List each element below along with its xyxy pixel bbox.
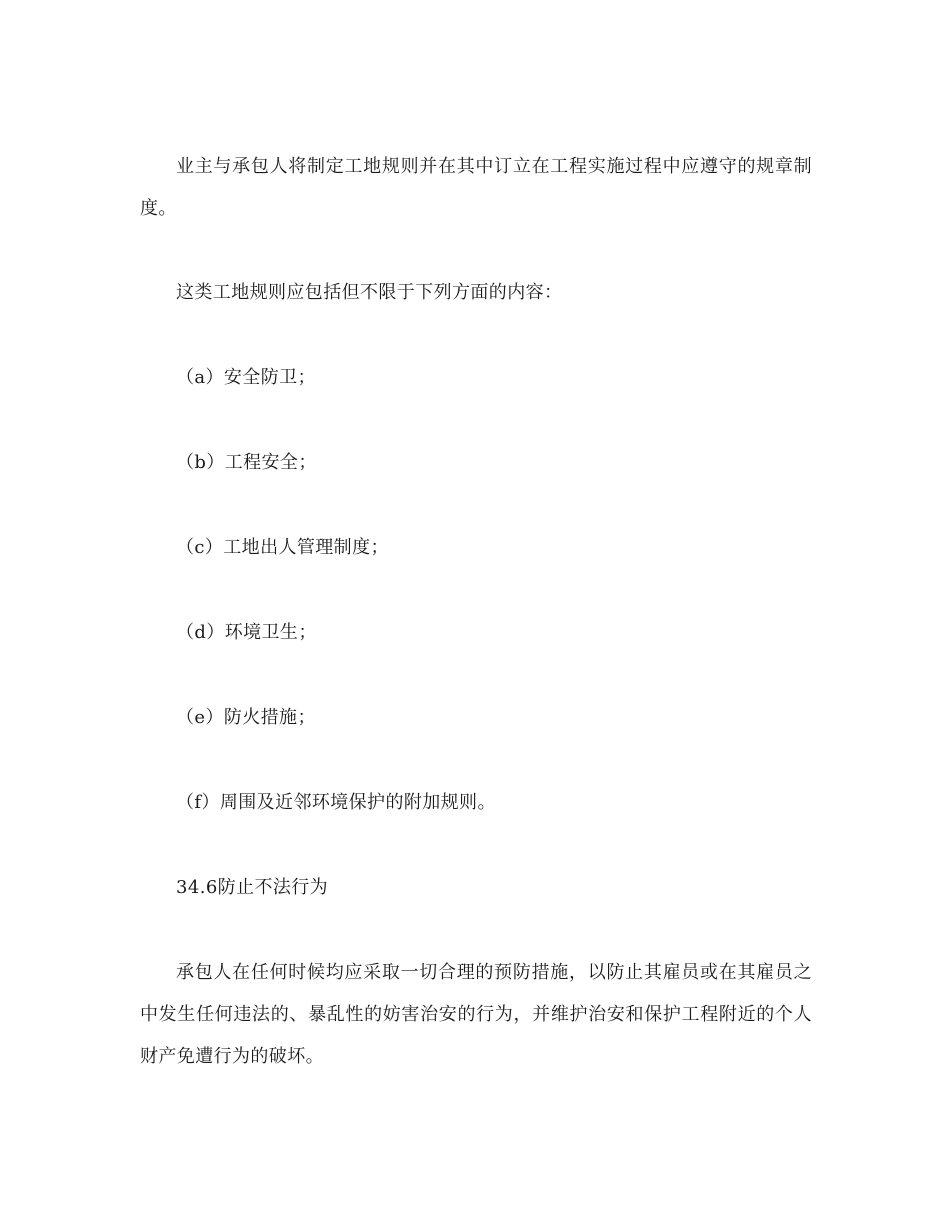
list-item-b: （b）工程安全； (176, 452, 317, 473)
list-item-f: （f）周围及近邻环境保护的附加规则。 (176, 792, 496, 813)
list-item-e: （e）防火措施； (176, 707, 316, 728)
paragraph-site-rules-scope: 这类工地规则应包括但不限于下列方面的内容： (176, 282, 563, 303)
section-heading: 34.6防止不法行为 (176, 877, 329, 898)
list-item-c: （c）工地出人管理制度； (176, 537, 389, 558)
list-item-a: （a）安全防卫； (176, 367, 316, 388)
document-body (140, 146, 812, 1078)
paragraph-site-rules-intro: 业主与承包人将制定工地规则并在其中订立在工程实施过程中应遵守的规章制度。 (140, 156, 812, 219)
paragraph-section-body: 承包人在任何时候均应采取一切合理的预防措施，以防止其雇员或在其雇员之中发生任何违法的、暴乱性的妨害治安的行为，并维护治安和保护工程附近的个人财产免遭行为的破坏。 (140, 962, 812, 1067)
list-item-d: （d）环境卫生； (176, 622, 317, 643)
